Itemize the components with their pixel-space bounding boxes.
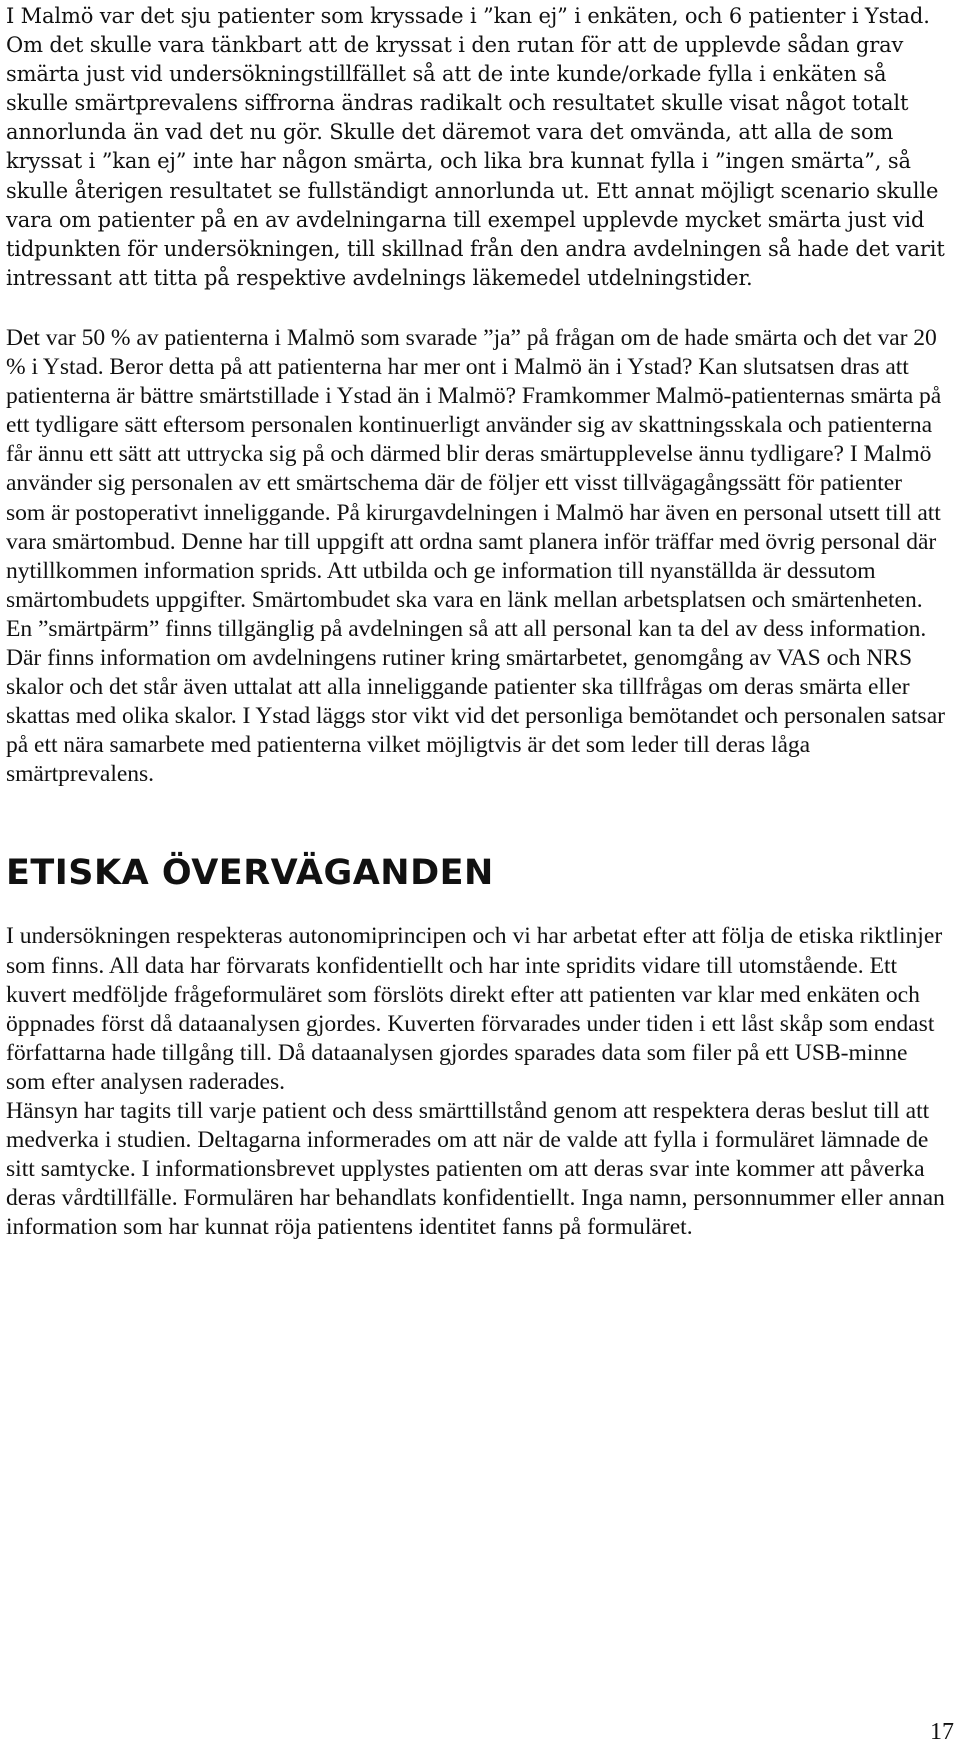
body-paragraph-ethics-consent: Hänsyn har tagits till varje patient och dess smärttillstånd genom att respektera deras beslut till att medverka i studien. Deltagarna informerades om att när de valde att fylla i formuläret lämnade de sitt samtycke. I informationsbrevet upplystes patienten om att deras svar inte kommer att påverka deras vårdtillfälle. Formulären har behandlats konfidentiellt. Inga namn, personnummer eller annan information som har kunnat röja patientens identitet fanns på formuläret.	[6, 1098, 945, 1241]
page-number: 17	[930, 1719, 954, 1745]
section-heading-etiska-overvaganden: ETISKA ÖVERVÄGANDEN	[6, 853, 494, 894]
body-paragraph-discussion-kan-ej: I Malmö var det sju patienter som kryssade i ”kan ej” i enkäten, och 6 patienter i Ystad. Om det skulle vara tänkbart att de kryssat i den rutan för att de upplevde sådan grav smärta just vid undersökningstillfället så att de inte kunde/orkade fylla i enkäten så skulle smärtprevalens siffrorna ändras radikalt och resultatet skulle visat något totalt annorlunda än vad det nu gör. Skulle det däremot vara det omvända, att alla de som kryssat i ”kan ej” inte har någon smärta, och lika bra kunnat fylla i ”ingen smärta”, så skulle återigen resultatet se fullständigt annorlunda ut. Ett annat möjligt scenario skulle vara om patienter på en av avdelningarna till exempel upplevde mycket smärta just vid tidpunkten för undersökningen, till skillnad från den andra avdelningen så hade det varit intressant att titta på respektive avdelnings läkemedel utdelningstider.	[6, 4, 945, 290]
body-paragraph-discussion-prevalence: Det var 50 % av patienterna i Malmö som svarade ”ja” på frågan om de hade smärta och det var 20 % i Ystad. Beror detta på att patienterna har mer ont i Malmö än i Ystad? Kan slutsatsen dras att patienterna är bättre smärtstillade i Ystad än i Malmö? Framkommer Malmö-patienternas smärta på ett tydligare sätt eftersom personalen kontinuerligt använder sig av skattningsskala och patienterna får ännu ett sätt att uttrycka sig på och därmed blir deras smärtupplevelse ännu tydligare? I Malmö använder sig personalen av ett smärtschema där de följer ett visst tillvägagångssätt för patienter som är postoperativt inneliggande. På kirurgavdelningen i Malmö har även en personal utsett till att vara smärtombud. Denne har till uppgift att ordna samt planera inför träffar med övrig personal där nytillkommen information sprids. Att utbilda och ge information till nyanställda är dessutom smärtombudets uppgifter. Smärtombudet ska vara en länk mellan arbetsplatsen och smärtenheten. En ”smärtpärm” finns tillgänglig på avdelningen så att all personal kan ta del av dess information. Där finns information om avdelningens rutiner kring smärtarbetet, genomgång av VAS och NRS skalor och det står även uttalat att alla inneliggande patienter ska tillfrågas om deras smärta eller skattas med olika skalor. I Ystad läggs stor vikt vid det personliga bemötandet och personalen satsar på ett nära samarbete med patienterna vilket möjligtvis är det som leder till deras låga smärtprevalens.	[6, 324, 945, 788]
document-page	[6, 0, 946, 1242]
body-paragraph-ethics-autonomy: I undersökningen respekteras autonomiprincipen och vi har arbetat efter att följa de etiska riktlinjer som finns. All data har förvarats konfidentiellt och har inte spridits vidare till utomstående. Ett kuvert medföljde frågeformuläret som förslöts direkt efter att patienten var klar med enkäten och öppnades först då dataanalysen gjordes. Kuverten förvarades under tiden i ett låst skåp som endast författarna hade tillgång till. Då dataanalysen gjordes sparades data som filer på ett USB-minne som efter analysen raderades.	[6, 923, 943, 1095]
